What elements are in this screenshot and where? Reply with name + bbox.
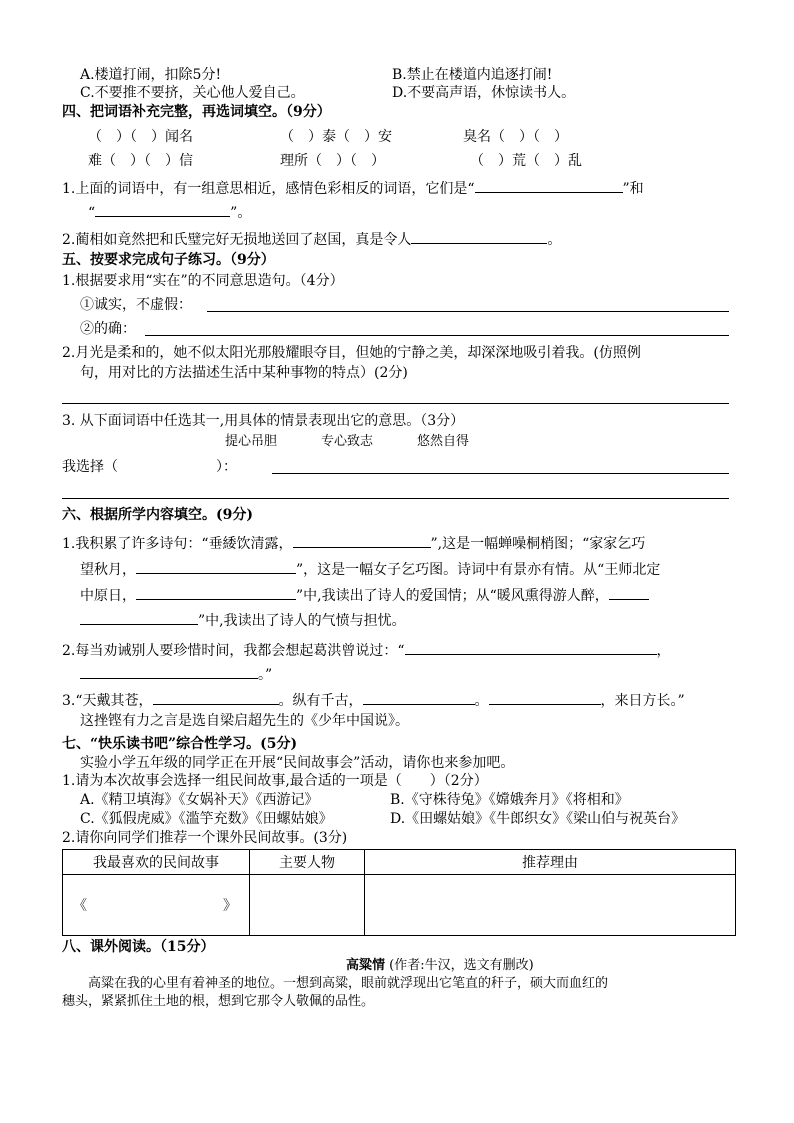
word-blank-6: （ ）荒（ ）乱 — [470, 153, 582, 169]
s7-question-2: 2.请你向同学们推荐一个课外民间故事。(3分) — [62, 830, 348, 846]
s7-intro: 实验小学五年级的同学正在开展“民间故事会”活动，请你也来参加吧。 — [80, 755, 515, 771]
answer-blank[interactable] — [609, 585, 649, 600]
answer-blank[interactable] — [363, 690, 475, 705]
answer-blank[interactable] — [293, 533, 431, 548]
option-d: D.不要高声语，休惊读书人。 — [392, 85, 576, 101]
answer-blank[interactable] — [411, 229, 547, 244]
s7-option-b: B.《守株待兔》《嫦娥奔月》《将相和》 — [390, 792, 629, 808]
answer-blank[interactable] — [80, 664, 258, 679]
answer-line[interactable] — [62, 403, 729, 404]
s5-q1-b: ②的确： — [80, 321, 136, 337]
story-title-cell[interactable] — [63, 875, 250, 936]
word-blank-3: 臭名（ ）（ ） — [463, 129, 568, 145]
article-paragraph-line2: 穗头，紧紧抓住土地的根，想到它那令人敬佩的品性。 — [62, 994, 375, 1009]
section-4-title: 四、把词语补充完整，再选词填空。（9分） — [62, 104, 331, 120]
word-choice-1: 提心吊胆 — [225, 434, 278, 449]
s7-option-c: C.《狐假虎威》《滥竽充数》《田螺姑娘》 — [80, 811, 333, 827]
answer-blank[interactable] — [95, 202, 230, 217]
book-open-mark: 《 — [73, 898, 87, 914]
s5-question-3: 3. 从下面词语中任选其一,用具体的情景表现出它的意思。（3分） — [62, 413, 465, 429]
answer-blank[interactable] — [405, 640, 657, 655]
word-choice-3: 悠然自得 — [417, 434, 470, 449]
s4-question-2: 2.蔺相如竟然把和氏璧完好无损地送回了赵国，真是令人 。 — [62, 229, 561, 249]
s7-option-a: A.《精卫填海》《女娲补天》《西游记》 — [80, 792, 319, 808]
answer-blank[interactable] — [475, 178, 623, 193]
answer-line[interactable] — [145, 335, 729, 336]
article-heading — [346, 958, 534, 974]
s6-q1-line1: 1.我积累了许多诗句：“垂緌饮清露， ”,这是一幅蝉噪桐梢图；“家家乞巧 — [62, 533, 645, 553]
reason-cell[interactable] — [365, 875, 736, 936]
article-paragraph-line1: 高粱在我的心里有着神圣的地位。一想到高粱，眼前就浮现出它笔直的秆子，硕大而血红的 — [88, 976, 609, 991]
choose-label: 我选择（ ）： — [62, 459, 237, 475]
s4-question-1-cont: “ ”。 — [88, 202, 251, 222]
s6-q2-line1: 2.每当劝诫别人要珍惜时间，我都会想起葛洪曾说过：“ ， — [62, 640, 671, 660]
section-7-title: 七、“快乐读书吧”综合性学习。(5分) — [62, 736, 298, 752]
s6-q2-line2: 。” — [80, 664, 272, 684]
table-header: 我最喜欢的民间故事 — [63, 850, 250, 875]
word-blank-2: （ ）泰（ ）安 — [280, 129, 392, 145]
table-header: 主要人物 — [250, 850, 365, 875]
word-blank-4: 难（ ）（ ）信 — [88, 153, 193, 169]
s5-question-1: 1.根据要求用“实在”的不同意思造句。（4分） — [62, 273, 344, 289]
word-choice-2: 专心致志 — [321, 434, 374, 449]
answer-blank[interactable] — [136, 585, 296, 600]
s7-option-d: D.《田螺姑娘》《牛郎织女》《梁山伯与祝英台》 — [390, 811, 686, 827]
answer-blank[interactable] — [80, 610, 198, 625]
s4-question-1: 1.上面的词语中，有一组意思相近，感情色彩相反的词语，它们是“ ”和 — [62, 178, 644, 198]
word-blank-1: （ ）（ ）闻名 — [88, 129, 193, 145]
answer-blank[interactable] — [136, 559, 296, 574]
s6-q3-line2: 这挫铿有力之言是选自梁启超先生的《少年中国说》。 — [80, 713, 409, 729]
s7-question-1: 1.请为本次故事会选择一组民间故事,最合适的一项是（ ）（2分） — [62, 773, 488, 789]
article-title: 高粱情 — [346, 958, 386, 973]
answer-line[interactable] — [62, 498, 729, 499]
option-b: B.禁止在楼道内追逐打闹! — [392, 67, 553, 83]
s6-q1-line3: 中原日， ”中,我读出了诗人的爱国情；从“暖风熏得游人醉， — [80, 585, 649, 605]
recommend-table — [62, 849, 736, 936]
s6-q3-line1: 3.“天戴其苍， 。纵有千古， 。 ，来日方长。” — [62, 690, 685, 710]
s6-q1-line4: ”中,我读出了诗人的气愤与担忧。 — [80, 610, 406, 630]
s5-q1-a: ①诚实，不虚假： — [80, 297, 192, 313]
section-5-title: 五、按要求完成句子练习。（9分） — [62, 252, 275, 268]
answer-blank[interactable] — [153, 690, 279, 705]
section-8-title: 八、课外阅读。（15分） — [62, 939, 215, 955]
section-6-title: 六、根据所学内容填空。(9分) — [62, 507, 253, 523]
answer-line[interactable] — [272, 473, 729, 474]
option-c: C.不要推不要挤，关心他人爱自己。 — [80, 85, 305, 101]
s5-question-2: 2.月光是柔和的，她不似太阳光那般耀眼夺目，但她的宁静之美，却深深地吸引着我。(仿照例 — [62, 345, 641, 361]
s5-question-2-cont: 句，用对比的方法描述生活中某种事物的特点）(2分) — [80, 365, 408, 381]
table-header: 推荐理由 — [365, 850, 736, 875]
main-characters-cell[interactable] — [250, 875, 365, 936]
answer-blank[interactable] — [489, 690, 601, 705]
word-blank-5: 理所（ ）（ ） — [280, 153, 385, 169]
answer-line[interactable] — [207, 311, 729, 312]
option-a: A.楼道打闹，扣除5分! — [80, 67, 222, 83]
s6-q1-line2: 望秋月， ”，这是一幅女子乞巧图。诗词中有景亦有情。从“王师北定 — [80, 559, 660, 579]
article-source: (作者:牛汉，选文有删改) — [389, 958, 534, 973]
book-close-mark: 》 — [223, 898, 237, 914]
